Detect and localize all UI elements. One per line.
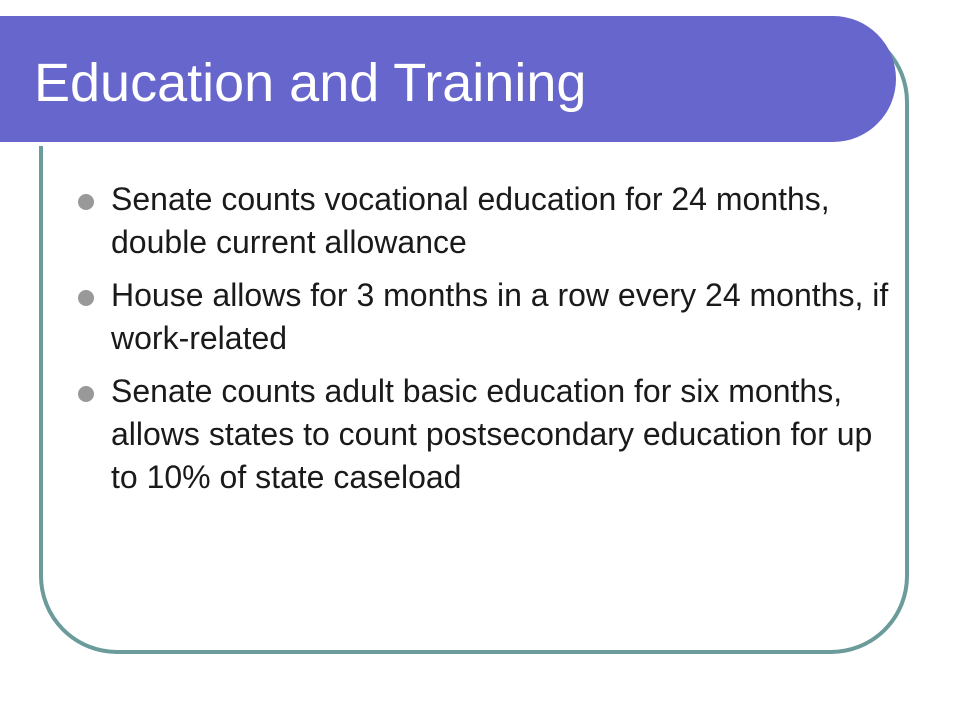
bullet-dot-icon [78,194,94,210]
title-bar [0,16,896,142]
bullet-text: Senate counts adult basic education for six months, allows states to count postsecondary education for up to 10% of state caseload [111,373,873,495]
bullet-text: Senate counts vocational education for 24 months, double current allowance [111,181,830,260]
bullet-list [78,178,890,509]
bullet-item [78,274,890,360]
bullet-dot-icon [78,290,94,306]
slide-title: Education and Training [34,53,587,113]
bullet-text: House allows for 3 months in a row every 24 months, if work-related [111,277,889,356]
title-underline [0,142,848,146]
bullet-item [78,370,890,499]
bullet-item [78,178,890,264]
bullet-dot-icon [78,386,94,402]
